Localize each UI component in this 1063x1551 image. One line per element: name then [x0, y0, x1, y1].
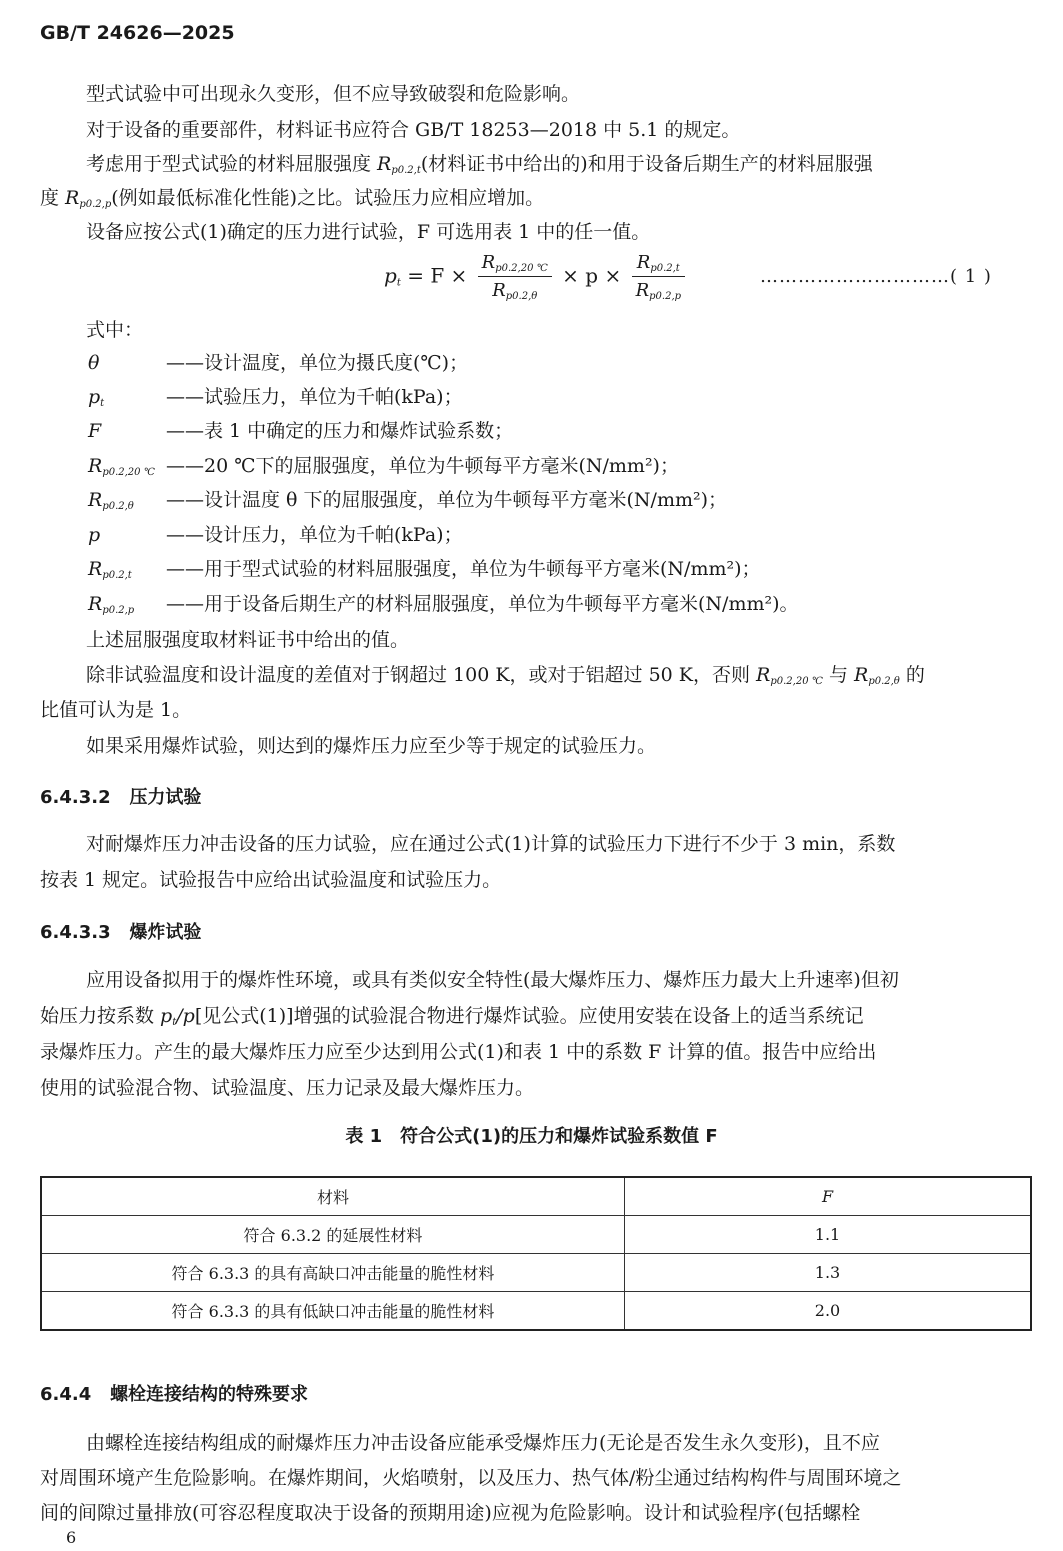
page-number: 6: [66, 1528, 77, 1547]
definition-item: [88, 518, 463, 552]
fraction: [632, 252, 685, 302]
table-caption: 表 1 符合公式(1)的压力和爆炸试验系数值 F: [345, 1126, 718, 1147]
definition-symbol: F: [88, 420, 102, 442]
paragraph: 对于设备的重要部件，材料证书应符合 GB/T 18253—2018 中 5.1 的规定。: [86, 119, 741, 141]
definition-text: ——设计温度 θ 下的屈服强度，单位为牛顿每平方毫米(N/mm²)；: [166, 489, 728, 511]
definition-symbol: p: [88, 524, 101, 546]
paragraph: 按表 1 规定。试验报告中应给出试验温度和试验压力。: [40, 869, 502, 891]
operator: × p ×: [562, 263, 622, 288]
paragraph: 由螺栓连接结构组成的耐爆炸压力冲击设备应能承受爆炸压力(无论是否发生永久变形)，且不应: [86, 1432, 880, 1454]
fraction: [478, 252, 552, 302]
definition-item: [88, 483, 727, 517]
table-cell: 1.1: [625, 1216, 1032, 1254]
symbol: R: [377, 153, 392, 175]
definition-item: [88, 414, 513, 448]
paragraph: 如果采用爆炸试验，则达到的爆炸压力应至少等于规定的试验压力。: [86, 735, 657, 757]
text: (例如最低标准化性能)之比。试验压力应相应增加。: [111, 187, 545, 209]
definition-item: [88, 552, 761, 586]
paragraph: 型式试验中可出现永久变形，但不应导致破裂和危险影响。: [86, 83, 581, 105]
paragraph: 对耐爆炸压力冲击设备的压力试验，应在通过公式(1)计算的试验压力下进行不少于 3 min，系数: [86, 833, 896, 855]
symbol: p: [160, 1005, 173, 1027]
header-cell: F: [625, 1177, 1032, 1216]
section-heading: 6.4.3.3 爆炸试验: [40, 922, 202, 943]
table-cell: 符合 6.3.2 的延展性材料: [41, 1216, 625, 1254]
paragraph: 对周围环境产生危险影响。在爆炸期间，火焰喷射，以及压力、热气体/粉尘通过结构构件与周围环境之: [40, 1467, 902, 1489]
section-heading: 6.4.3.2 压力试验: [40, 787, 202, 808]
subscript: p0.2,t: [391, 165, 421, 176]
table-cell: 2.0: [625, 1292, 1032, 1331]
definition-text: ——用于设备后期生产的材料屈服强度，单位为牛顿每平方毫米(N/mm²)。: [166, 593, 799, 615]
definition-symbol: θ: [88, 352, 100, 374]
text: 度: [40, 187, 66, 209]
symbol: R: [756, 664, 771, 686]
definition-item: [88, 449, 679, 483]
standard-number: GB/T 24626—2025: [40, 22, 235, 44]
definition-symbol: $R_{p0.2,t}$: [88, 558, 132, 581]
paragraph: 应用设备拟用于的爆炸性环境，或具有类似安全特性(最大爆炸压力、爆炸压力最大上升速率)但初: [86, 969, 899, 991]
definition-symbol: $R_{p0.2,\theta}$: [88, 489, 134, 512]
symbol: R: [65, 187, 80, 209]
definition-symbol: $R_{p0.2,p}$: [88, 593, 135, 616]
definition-text: ——设计压力，单位为千帕(kPa)；: [166, 524, 463, 546]
table-row: [41, 1292, 1031, 1331]
numerator: $R_{p0.2,t}$: [632, 252, 685, 277]
table-header-row: [41, 1177, 1031, 1216]
definition-text: ——表 1 中确定的压力和爆炸试验系数；: [166, 420, 514, 442]
definition-symbol: $R_{p0.2,20 ℃}$: [88, 455, 155, 478]
table-cell: 1.3: [625, 1254, 1032, 1292]
definition-text: ——设计温度，单位为摄氏度(℃)；: [166, 352, 469, 374]
paragraph: [86, 657, 925, 700]
subscript: t: [396, 277, 401, 289]
text: 考虑用于型式试验的材料屈服强度: [86, 153, 378, 175]
text: 除非试验温度和设计温度的差值对于钢超过 100 K，或对于铝超过 50 K，否则: [86, 664, 757, 686]
definition-item: [88, 346, 468, 380]
definition-item: [88, 380, 463, 414]
symbol: /p: [176, 1005, 195, 1027]
definition-symbol: $p_t$: [88, 386, 105, 409]
subscript: p0.2,20 ℃: [770, 676, 823, 687]
text: (材料证书中给出的)和用于设备后期生产的材料屈服强: [420, 153, 873, 175]
symbol: R: [854, 664, 869, 686]
text: 的: [899, 664, 925, 686]
paragraph: 上述屈服强度取材料证书中给出的值。: [86, 629, 410, 651]
operator: = F ×: [407, 263, 468, 288]
table-cell: 符合 6.3.3 的具有低缺口冲击能量的脆性材料: [41, 1292, 625, 1331]
subscript: t: [172, 1017, 177, 1028]
denominator: $R_{p0.2,\theta}$: [492, 280, 538, 302]
header-cell: 材料: [41, 1177, 625, 1216]
table-row: [41, 1254, 1031, 1292]
paragraph: 设备应按公式(1)确定的压力进行试验，F 可选用表 1 中的任一值。: [86, 221, 651, 243]
table-row: [41, 1216, 1031, 1254]
definition-text: ——试验压力，单位为千帕(kPa)；: [166, 386, 463, 408]
definition-text: ——20 ℃下的屈服强度，单位为牛顿每平方毫米(N/mm²)；: [166, 455, 679, 477]
symbol: p: [384, 263, 397, 288]
definition-text: ——用于型式试验的材料屈服强度，单位为牛顿每平方毫米(N/mm²)；: [166, 558, 761, 580]
denominator: $R_{p0.2,p}$: [635, 280, 682, 302]
where-label: 式中：: [86, 319, 144, 341]
text: [见公式(1)]增强的试验混合物进行爆炸试验。应使用安装在设备上的适当系统记: [194, 1005, 864, 1027]
numerator: $R_{p0.2,20 ℃}$: [478, 252, 552, 277]
paragraph: 使用的试验混合物、试验温度、压力记录及最大爆炸压力。: [40, 1077, 535, 1099]
paragraph: 间的间隙过量排放(可容忍程度取决于设备的预期用途)应视为危险影响。设计和试验程序(包括螺栓: [40, 1502, 861, 1524]
text: 与: [822, 664, 855, 686]
subscript: p0.2,p: [79, 199, 112, 210]
formula-1: [384, 252, 689, 308]
section-heading: 6.4.4 螺栓连接结构的特殊要求: [40, 1384, 309, 1405]
paragraph: 录爆炸压力。产生的最大爆炸压力应至少达到用公式(1)和表 1 中的系数 F 计算的值。报告中应给出: [40, 1041, 877, 1063]
formula-number: …………………………( 1 ): [760, 266, 992, 287]
paragraph: 比值可认为是 1。: [40, 699, 192, 721]
subscript: p0.2,θ: [868, 676, 900, 687]
definition-item: [88, 587, 799, 621]
coefficient-table: [40, 1176, 1032, 1331]
table-cell: 符合 6.3.3 的具有高缺口冲击能量的脆性材料: [41, 1254, 625, 1292]
text: 始压力按系数: [40, 1005, 161, 1027]
